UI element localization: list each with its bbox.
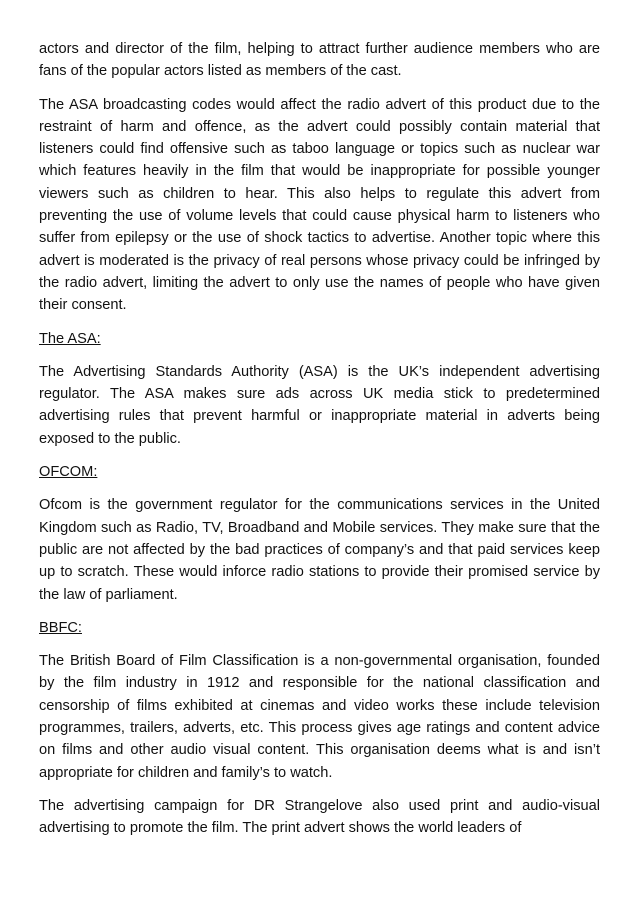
- paragraph-bbfc: The British Board of Film Classification is a non-governmental organisation, founded by the film industry in 1912 and responsible for the national classification and censorship of films exhibited at cinemas and video works these include television programmes, trailers, adverts, etc. This process gives age ratings and content advice on films and other audio visual content. This organisation deems what is and isn’t appropriate for children and family’s to watch.: [39, 653, 600, 781]
- paragraph-ofcom: Ofcom is the government regulator for the communications services in the United Kingdom such as Radio, TV, Broadband and Mobile services. They make sure that the public are not affected by the bad practices of company’s and that paid services keep up to scratch. These would inforce radio stations to provide their promised service by the law of parliament.: [39, 497, 600, 603]
- heading-bbfc: BBFC:: [39, 619, 82, 636]
- paragraph-asa: The Advertising Standards Authority (ASA) is the UK’s independent advertising regulator. The ASA makes sure ads across UK media stick to predetermined advertising rules that prevent harmful or inappropriate material in adverts being exposed to the public.: [39, 363, 600, 447]
- heading-ofcom: OFCOM:: [39, 464, 98, 481]
- document-body: [39, 38, 600, 851]
- heading-asa: The ASA:: [39, 330, 101, 347]
- paragraph-campaign: The advertising campaign for DR Strangelove also used print and audio-visual advertising to promote the film. The print advert shows the world leaders of: [39, 797, 600, 837]
- paragraph-asa-codes: The ASA broadcasting codes would affect the radio advert of this product due to the restraint of harm and offence, as the advert could possibly contain material that listeners could find offensive such as taboo language or topics such as nuclear war which features heavily in the film that would be inappropriate for possible younger viewers such as children to hear. This also helps to regulate this advert from preventing the use of volume levels that could cause physical harm to listeners who suffer from epilepsy or the use of shock tactics to advertise. Another topic where this advert is moderated is the privacy of real persons whose privacy could be infringed by the radio advert, limiting the advert to only use the names of people who have given their consent.: [39, 96, 600, 314]
- paragraph-cast-intro: actors and director of the film, helping to attract further audience members who are fans of the popular actors listed as members of the cast.: [39, 41, 600, 80]
